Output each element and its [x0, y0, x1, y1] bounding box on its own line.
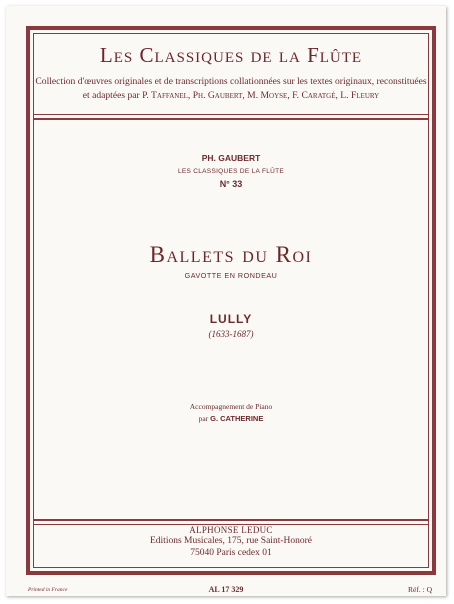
header-divider-thick — [33, 118, 429, 120]
collection-editors — [33, 90, 429, 101]
collection-editors-prefix: et adaptées par — [82, 90, 143, 101]
publisher-name: ALPHONSE LEDUC — [189, 525, 273, 535]
catalog-number: AL 17 329 — [208, 585, 244, 594]
score-cover — [6, 6, 446, 596]
series-title: Les Classiques de la Flûte — [99, 43, 363, 67]
arranger-line — [33, 414, 429, 423]
collection-editors-names: P. Taffanel, Ph. Gaubert, M. Moyse, F. Caratgé, L. Fleury — [142, 90, 380, 101]
composer-name: LULLY — [209, 312, 253, 326]
composer-dates: (1633-1687) — [208, 329, 254, 339]
arranger-name: G. CATHERINE — [210, 414, 264, 423]
work-title: Ballets du Roi — [149, 242, 313, 267]
work-subtitle: GAVOTTE EN RONDEAU — [184, 271, 278, 280]
header-divider-thin — [33, 114, 429, 115]
accompaniment-label: Accompagnement de Piano — [189, 402, 273, 411]
editor-name: PH. GAUBERT — [201, 153, 261, 163]
printed-in-label: Printed in France — [28, 587, 68, 593]
series-number: N° 33 — [219, 179, 243, 189]
footer-divider-thick — [33, 519, 429, 521]
arranger-prefix: par — [198, 414, 211, 423]
publisher-city: 75040 Paris cedex 01 — [190, 548, 272, 558]
subseries-label: LES CLASSIQUES DE LA FLÛTE — [177, 168, 285, 175]
collection-description: Collection d'œuvres originales et de transcriptions collationnées sur les textes originaux, reconstituées — [35, 76, 427, 87]
publisher-address: Editions Musicales, 175, rue Saint-Honoré — [149, 536, 312, 546]
reference-code: Réf. : Q — [408, 585, 432, 594]
